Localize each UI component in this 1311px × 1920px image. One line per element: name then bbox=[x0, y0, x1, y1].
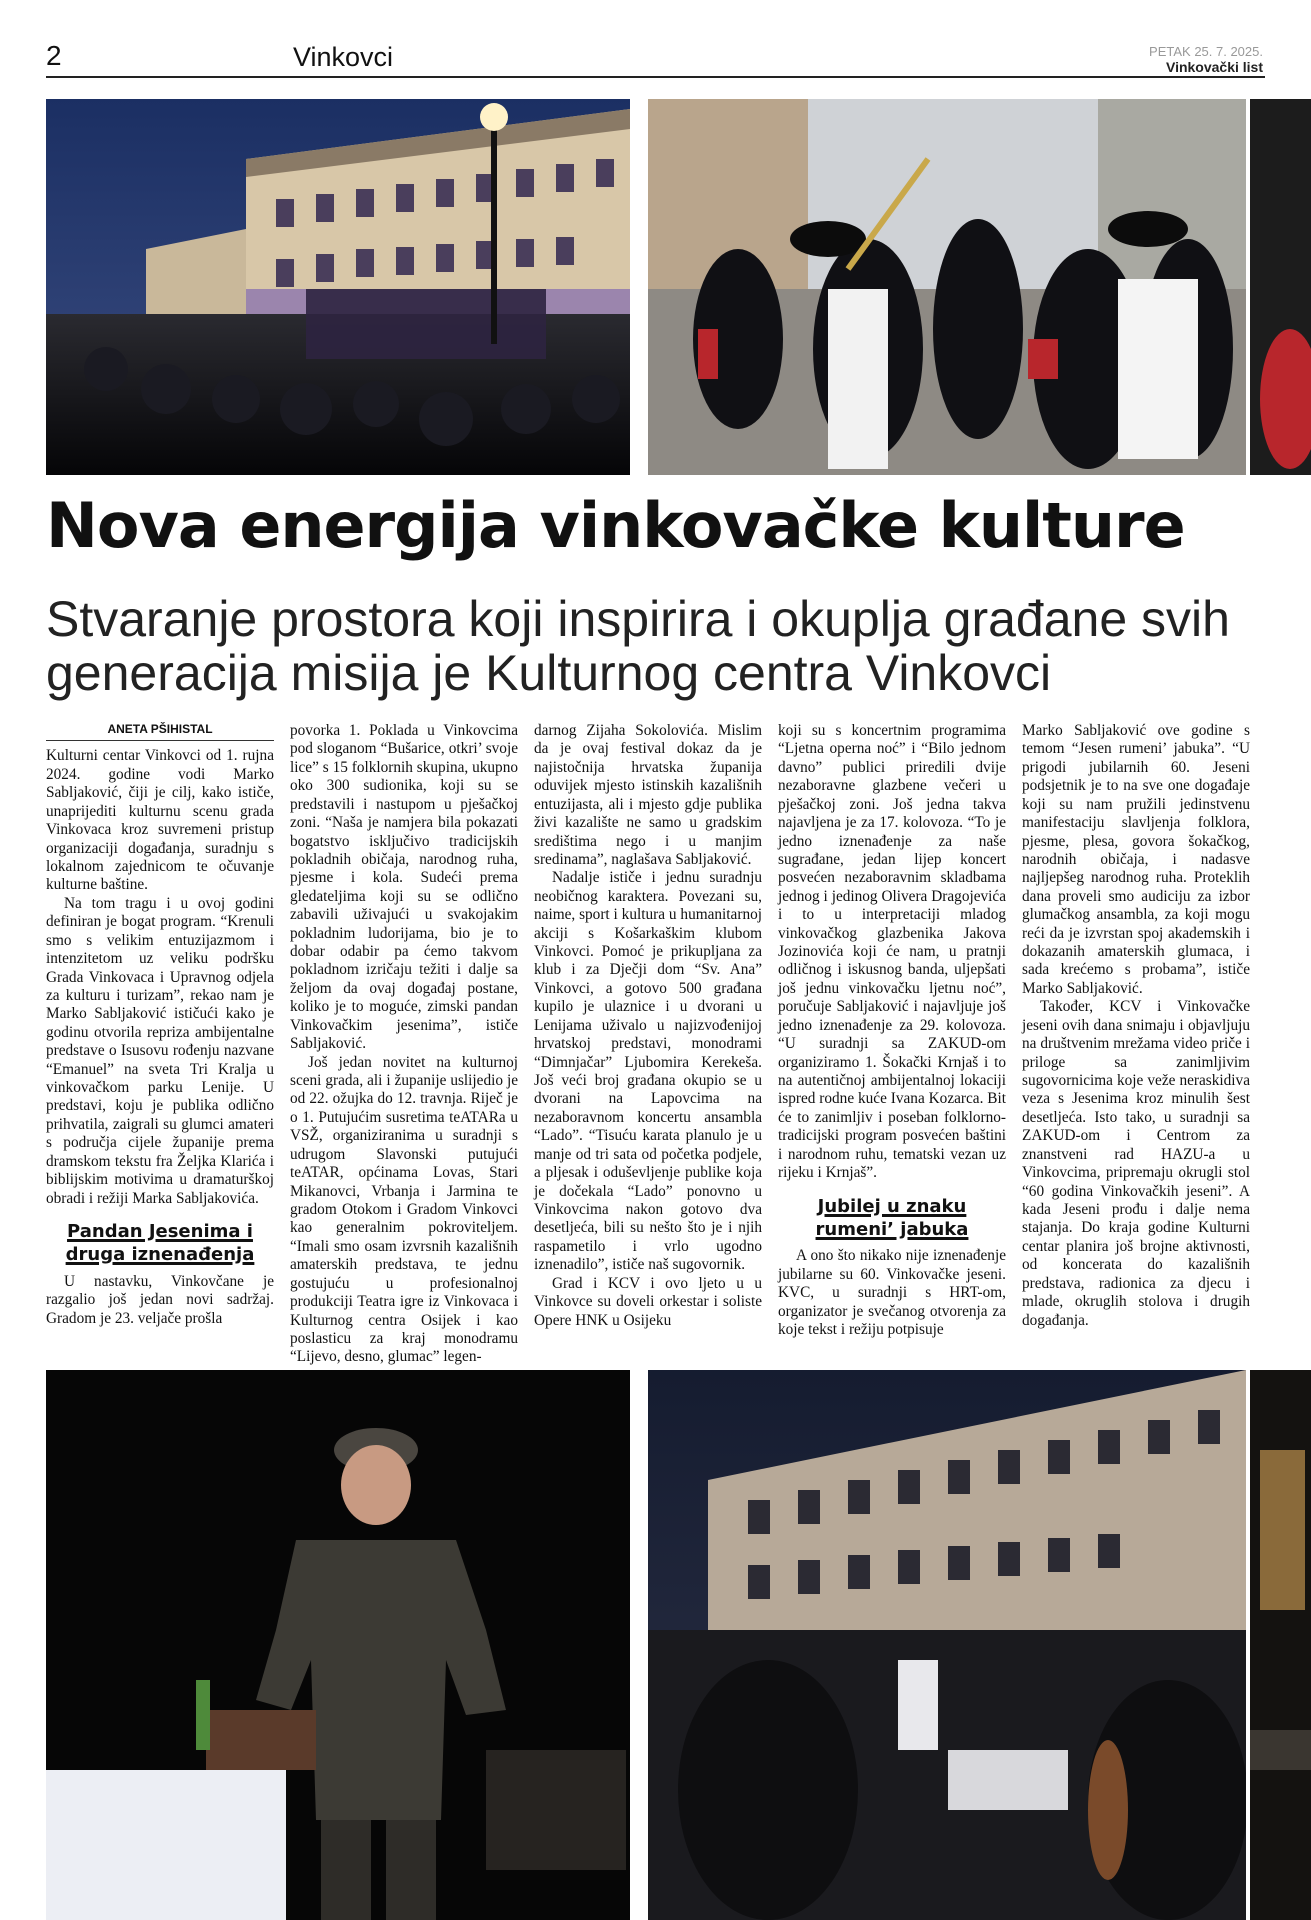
theatre-actor-photo bbox=[46, 1370, 630, 1920]
paragraph: darnog Zijaha Sokolovića. Mislim da je ovaj festival dokaz da je najistočnija hrvatska županija oduvijek mjesto istinskih kazališnih entuzijasta, ali i mjesto gdje publika živi kazalište ne samo u gradskim središtima nego i u manjim sredinama”, naglašava Sabljaković. bbox=[534, 722, 762, 868]
headline: Nova energija vinkovačke kulture bbox=[46, 489, 1185, 562]
folk-procession-photo bbox=[648, 99, 1246, 475]
article-column-1 bbox=[46, 722, 274, 1328]
paragraph: Također, KCV i Vinkovačke jeseni ovih dana snimaju i objavljuju na društvenim mrežama video priče i priloge sa zanimljivim sugovornicima koje veže neraskidiva veza s Jesenima kroz minulih šest desetljeća. Isto tako, u suradnji sa ZAKUD-om i Centrom za znanstveni rad HAZU-a u Vinkovcima, pripremaju okrugli stol “60 godina Vinkovačkih jeseni”. A kada Jeseni prođu i dalje nema stajanja. Do kraja godine Kulturni centar planira još brojne aktivnosti, od koncerata do kazališnih predstava, radionica za djecu i mlade, okruglih stolova i drugih događanja. bbox=[1022, 998, 1250, 1329]
paragraph: Grad i KCV i ovo ljeto u u Vinkovce su doveli orkestar i soliste Opere HNK u Osijeku bbox=[534, 1274, 762, 1329]
paragraph: A ono što nikako nije iznenađenje jubilarne su 60. Vinkovačke jeseni. KVC, u suradnji s HRT-om, organizator je svečanog otvorenja za koje tekst i režiju potpisuje bbox=[778, 1247, 1006, 1339]
header-rule bbox=[46, 76, 1265, 78]
section-title: Vinkovci bbox=[293, 42, 394, 72]
byline: ANETA PŠIHISTAL bbox=[46, 722, 274, 741]
paragraph: U nastavku, Vinkovčane je razgalio još jedan novi sadržaj. Gradom je 23. veljače prošla bbox=[46, 1272, 274, 1327]
article-column-3 bbox=[534, 722, 762, 1330]
article-column-4 bbox=[778, 722, 1006, 1339]
paragraph: Na tom tragu i u ovoj godini definiran je bogat program. “Krenuli smo s velikim entuzijazmom i intenzitetom uz veliku podršku Grada Vinkovaca i Upravnog odjela za kulturu i turizam”, rekao nam je Marko Sabljaković ističući kako je godinu otvorila repriza ambijentalne predstave o Isusovu rođenju nazvane “Emanuel” na sveta Tri Kralja u vinkovačkom parku Lenije. U predstavi, koju je publika odlično prihvatila, zaigrali su glumci amateri s područja cijele županije prema dramskom tekstu fra Željka Klarića i biblijskim motivima u dramaturškoj obradi i režiji Marka Sabljakovića. bbox=[46, 894, 274, 1207]
page-number: 2 bbox=[46, 40, 62, 71]
subtitle-text: Pandan Jesenima i druga iznenađenja bbox=[65, 1221, 255, 1266]
cropped-photo-right-bottom bbox=[1250, 1370, 1311, 1920]
paragraph: Kulturni centar Vinkovci od 1. rujna 2024. godine vodi Marko Sabljaković, čiji je cilj, kako ističe, unaprijediti kulturnu scenu grada Vinkovaca kroz suvremeni pristup organizaciji događanja, suradnju s lokalnom zajednicom te očuvanje kulturne baštine. bbox=[46, 747, 274, 894]
cropped-photo-right-top bbox=[1250, 99, 1311, 475]
paragraph: Marko Sabljaković ove godine s temom “Jesen rumeni’ jabuka”. “U prigodi jubilarnih 60. Jeseni podsjetnik je to na sve one događaje koji su nam pružili jedinstvenu manifestaciju slavljenja folklora, pjesme, plesa, govora šokačkog, narodnih običaja, i nadasve najljepšeg narodnog ruha. Proteklih dana proveli smo audiciju za izbor glumačkog ansambla, za koji mogu reći da je izvrstan spoj akademskih i dokazanih amaterskih glumaca, i sada krećemo s probama”, ističe Marko Sabljaković. bbox=[1022, 722, 1250, 997]
paragraph: Još jedan novitet na kulturnoj sceni grada, ali i županije uslijedio je od 22. ožujka do 12. travnja. Riječ je o 1. Putujućim susretima teATARa u VSŽ, organiziranima u suradnji s udrugom Slavonski putujući teATAR, općinama Lovas, Stari Mikanovci, Vrbanja i Jarmina te gradom Otokom i Gradom Vinkovci kao generalnim pokroviteljem. “Imali smo osam izvrsnih kazališnih amaterskih predstava, te jednu gostujuću u profesionalnoj produkciji Teatra igre iz Vinkovaca i Kulturnog centra Osijek i kao poslasticu za kraj monodramu “Lijevo, desno, glumac” legen- bbox=[290, 1053, 518, 1366]
issue-date: PETAK 25. 7. 2025. bbox=[1149, 44, 1263, 59]
subtitle-text: Jubilej u znaku rumeni’ jabuka bbox=[815, 1195, 969, 1240]
section-subtitle bbox=[778, 1195, 1006, 1242]
orchestra-night-photo bbox=[648, 1370, 1246, 1920]
paragraph: Nadalje ističe i jednu suradnju neobičnog karaktera. Povezani su, naime, sport i kultura u humanitarnoj akciji s Košarkaškim klubom Vinkovci. Pomoć je prikupljana za klub i za Dječji dom “Sv. Ana” Vinkovci, a gotovo 500 građana kupilo je ulaznice i u dvorani u Lenijama uživalo u najizvođenijoj hrvatskoj predstavi, monodrami “Dimnjačar” Ljubomira Kerekeša. Još veći broj građana okupio se u dvorani na Lapovcima na nezaboravnom koncertu ansambla “Lado”. “Tisuću karata planulo je u manje od tri sata od početka podjele, a pljesak i oduševljenje publike koja je dočekala “Lado” ponovno u Vinkovcima nakon gotovo dva desetljeća, bili su nešto što je i njih raspametilo i vrlo ugodno iznenadilo”, ističe naš sugovornik. bbox=[534, 869, 762, 1274]
article-column-2 bbox=[290, 722, 518, 1367]
paragraph: povorka 1. Poklada u Vinkovcima pod sloganom “Bušarice, otkri’ svoje lice” s 15 folklornih skupina, ukupno oko 300 sudionika, koji su se predstavili i nastupom u pješačkoj zoni. “Naša je namjera bila pokazati bogatstvo isključivo tradicijskih pokladnih običaja, narodnog ruha, pjesme i kola. Sudeći prema gledateljima koji su se odlično zabavili uživajući u svakojakim pokladnim ludorijama, bio je to dobar odabir pa ćemo takvom pokladnom izričaju težiti i dalje sa željom da ovaj događaj postane, koliko je to moguće, zimski pandan Vinkovačkim jesenima”, ističe Sabljaković. bbox=[290, 722, 518, 1053]
subheadline: Stvaranje prostora koji inspirira i okuplja građane svih generacija misija je Kulturnog centra Vinkovci bbox=[46, 591, 1230, 701]
paper-name: Vinkovački list bbox=[1165, 59, 1263, 75]
article-column-5 bbox=[1022, 722, 1250, 1330]
masthead-info bbox=[1149, 44, 1263, 75]
concert-night-photo bbox=[46, 99, 630, 475]
section-subtitle bbox=[46, 1220, 274, 1267]
paragraph: koji su s koncertnim programima “Ljetna operna noć” i “Bilo jednom davno” publici priredili dvije nezaboravne glazbene večeri u pješačkoj zoni. Još jedna takva najavljena je za 17. kolovoza. “To je jedno iznenađenje za naše sugrađane, jedan lijep koncert posvećen nezaboravnim skladbama jednog i jedinog Olivera Dragojevića i to u interpretaciji mladog vinkovačkog glazbenika Jakova Jozinovića koji će nam, u pratnji odličnog i iskusnog banda, uljepšati još jednu vinkovačku ljetnu noć”, poručuje Sabljaković i najavljuje još jedno iznenađenje za 29. kolovoza. “U suradnji sa ZAKUD-om organiziramo 1. Šokački Krnjaš i to na autentičnoj ambijentalnoj lokaciji ispred rodne kuće Ivana Kozarca. Bit će to zanimljiv i poseban folklorno-tradicijski program posvećen baštini i narodnom ruhu, tematski vezan uz rijeku i Krnjaš”. bbox=[778, 722, 1006, 1182]
